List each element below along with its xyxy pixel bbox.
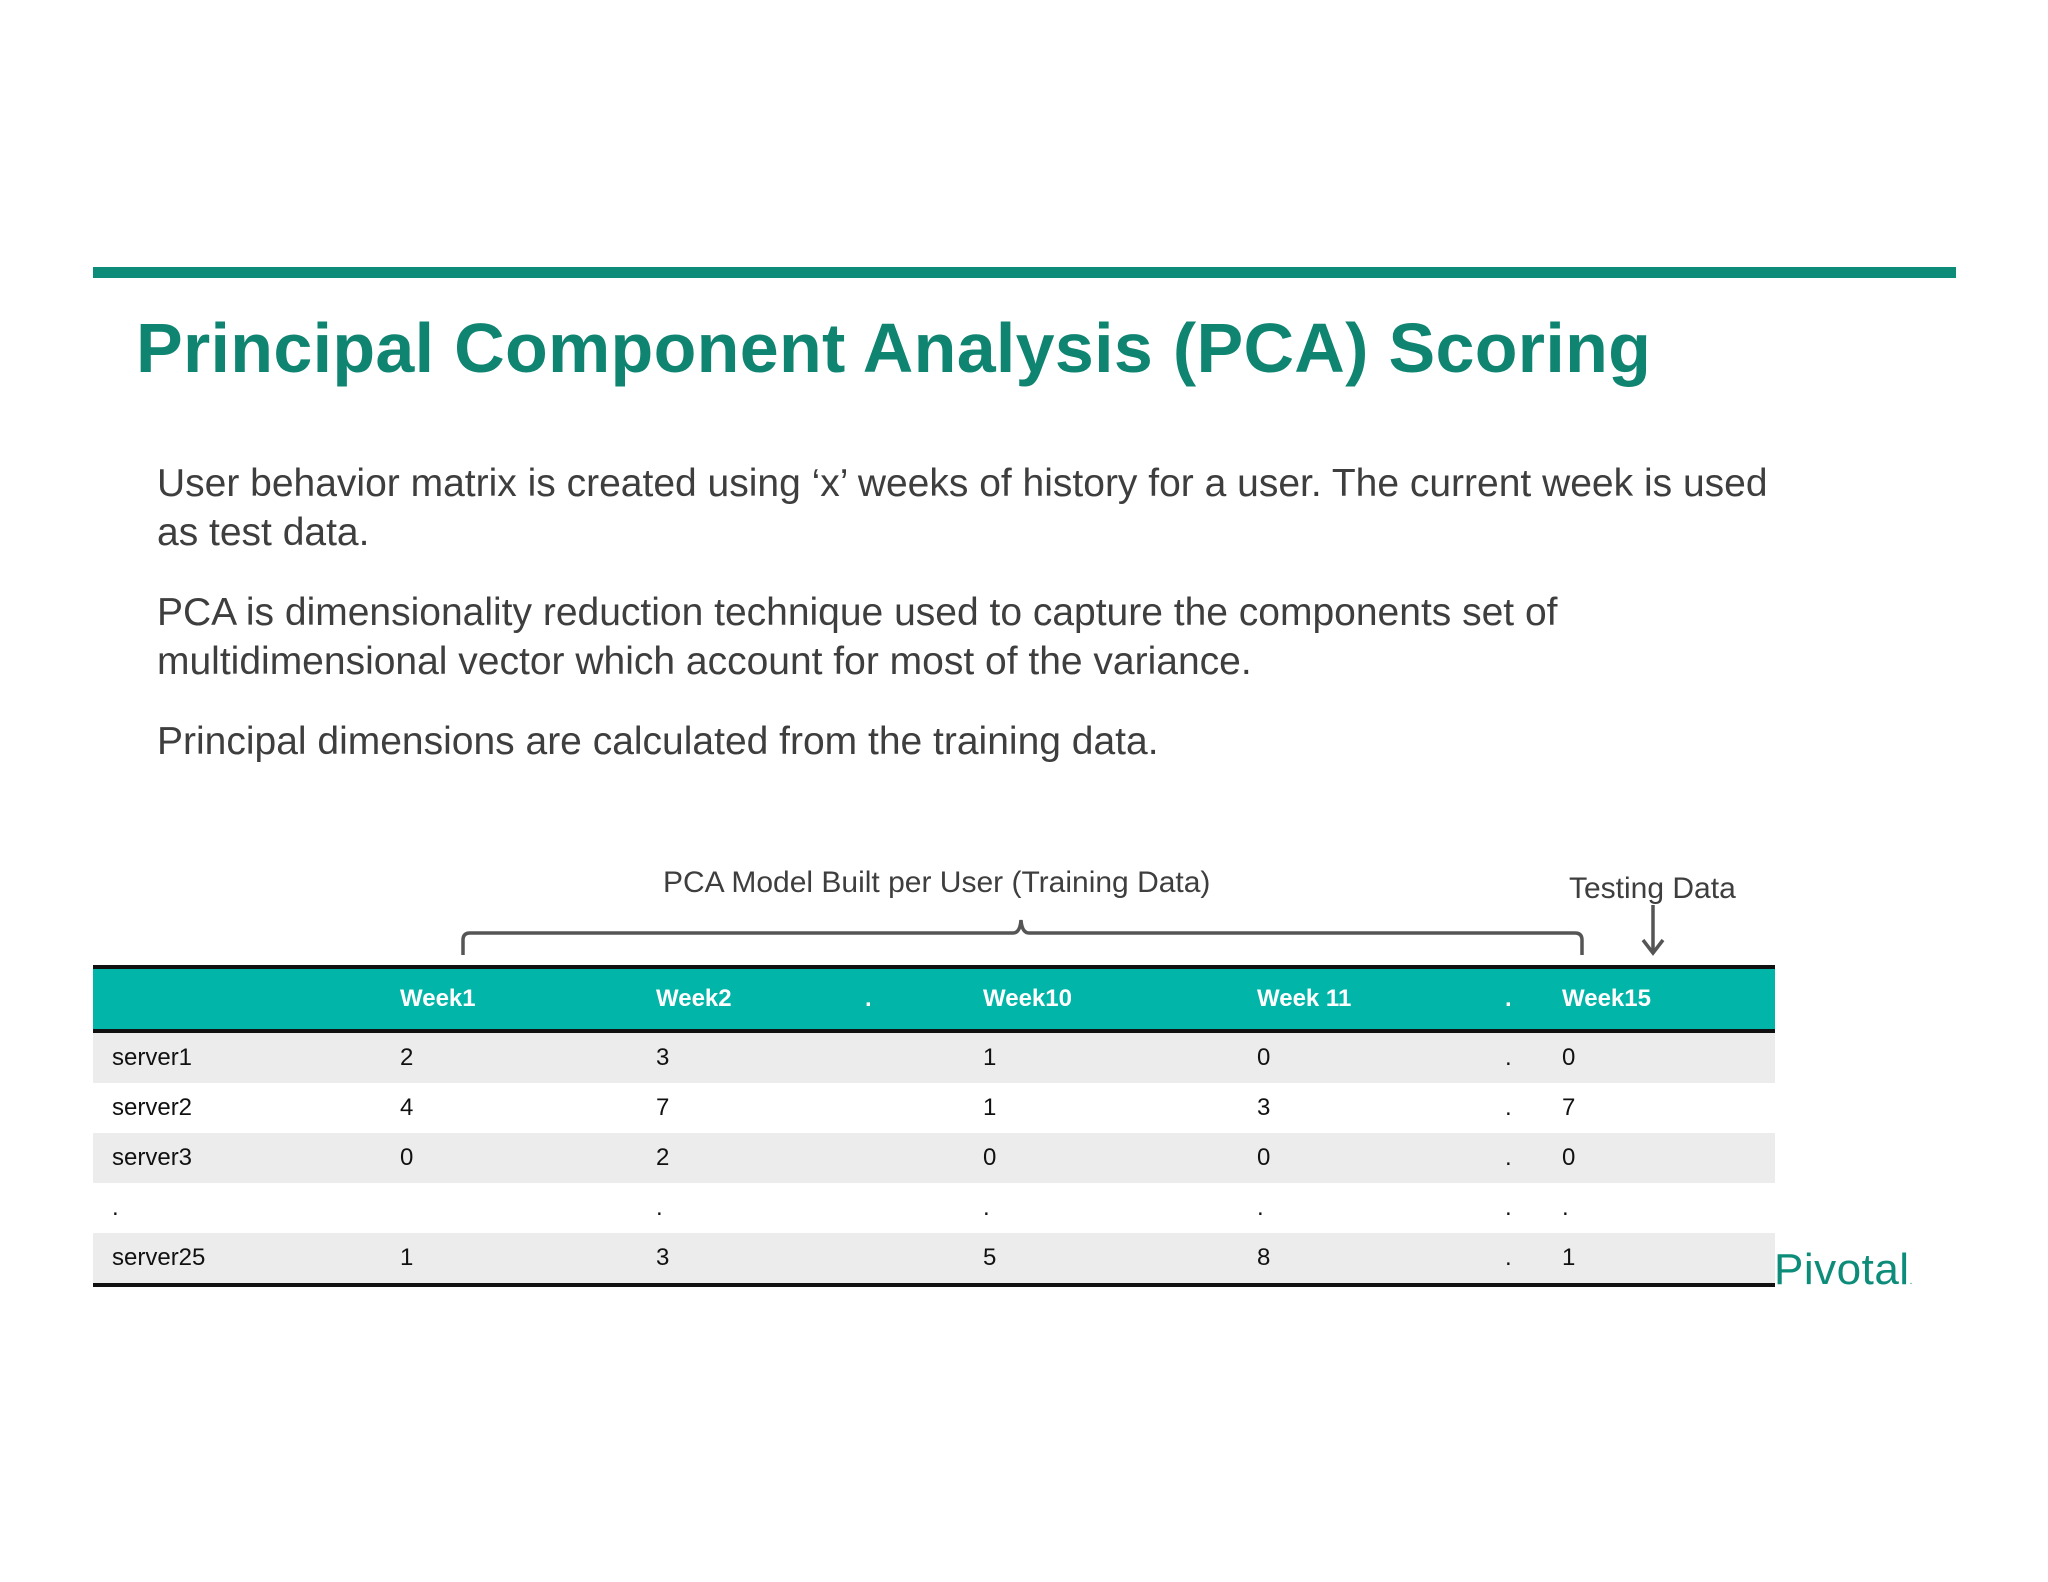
table-cell: 4 [400, 1094, 414, 1121]
table-cell: 0 [1562, 1044, 1576, 1071]
slide-title: Principal Component Analysis (PCA) Scoring [136, 309, 1652, 387]
table-cell: 0 [1257, 1144, 1271, 1171]
header-cell: . [1505, 985, 1512, 1012]
training-data-label: PCA Model Built per User (Training Data) [663, 866, 1211, 899]
table-row [93, 1033, 1775, 1083]
paragraph-behavior-matrix: User behavior matrix is created using ‘x’ weeks of history for a user. The current week is used as test data. [157, 462, 1768, 554]
logo-text: Pivotal [1774, 1245, 1910, 1294]
table-cell: . [1257, 1194, 1264, 1221]
header-cell: Week15 [1562, 985, 1651, 1012]
table-cell: 5 [983, 1244, 997, 1271]
table-cell: . [656, 1194, 663, 1221]
table-row [93, 1233, 1775, 1287]
table-cell: 0 [1257, 1044, 1271, 1071]
table-cell: server1 [112, 1044, 193, 1071]
table-cell: 0 [1562, 1144, 1576, 1171]
paragraph-pca-definition: PCA is dimensionality reduction technique used to capture the components set of multidimensional vector which account for most of the variance. [157, 591, 1558, 683]
table-row [93, 1183, 1775, 1233]
table-cell: 0 [983, 1144, 997, 1171]
table-cell: server2 [112, 1094, 193, 1121]
table-cell: server3 [112, 1144, 193, 1171]
table-cell: . [1505, 1194, 1512, 1221]
header-cell: Week2 [656, 985, 732, 1012]
table-cell: 7 [1562, 1094, 1576, 1121]
table-cell: . [983, 1194, 990, 1221]
table-header [93, 965, 1775, 1033]
paragraph-principal-dimensions: Principal dimensions are calculated from the training data. [157, 720, 1159, 763]
table-cell: 7 [656, 1094, 670, 1121]
table-cell: 1 [983, 1094, 997, 1121]
table-cell: 3 [1257, 1094, 1271, 1121]
table-row [93, 1083, 1775, 1133]
table-cell: 1 [983, 1044, 997, 1071]
table-cell: . [1505, 1244, 1512, 1271]
table-cell: 0 [400, 1144, 414, 1171]
header-cell: Week10 [983, 985, 1072, 1012]
testing-arrow-icon [1643, 905, 1663, 953]
table-cell: . [112, 1194, 119, 1221]
table-cell: 3 [656, 1244, 670, 1271]
pivotal-logo [1774, 1245, 1913, 1295]
table-row [93, 1133, 1775, 1183]
table-cell: . [1505, 1044, 1512, 1071]
table-cell: 2 [400, 1044, 414, 1071]
table-cell: . [1505, 1094, 1512, 1121]
table-cell: . [1562, 1194, 1569, 1221]
header-cell: Week 11 [1257, 985, 1352, 1012]
table-cell: . [1505, 1144, 1512, 1171]
logo-mark: . [1909, 1276, 1913, 1287]
table-cell: 1 [400, 1244, 414, 1271]
behavior-matrix-table [93, 965, 1775, 1287]
header-cell: Week1 [400, 985, 476, 1012]
header-cell: . [865, 985, 872, 1012]
testing-data-label: Testing Data [1569, 872, 1736, 905]
table-cell: server25 [112, 1244, 206, 1271]
table-cell: 8 [1257, 1244, 1271, 1271]
table-cell: 3 [656, 1044, 670, 1071]
table-cell: 1 [1562, 1244, 1576, 1271]
table-cell: 2 [656, 1144, 670, 1171]
training-brace [463, 920, 1582, 955]
